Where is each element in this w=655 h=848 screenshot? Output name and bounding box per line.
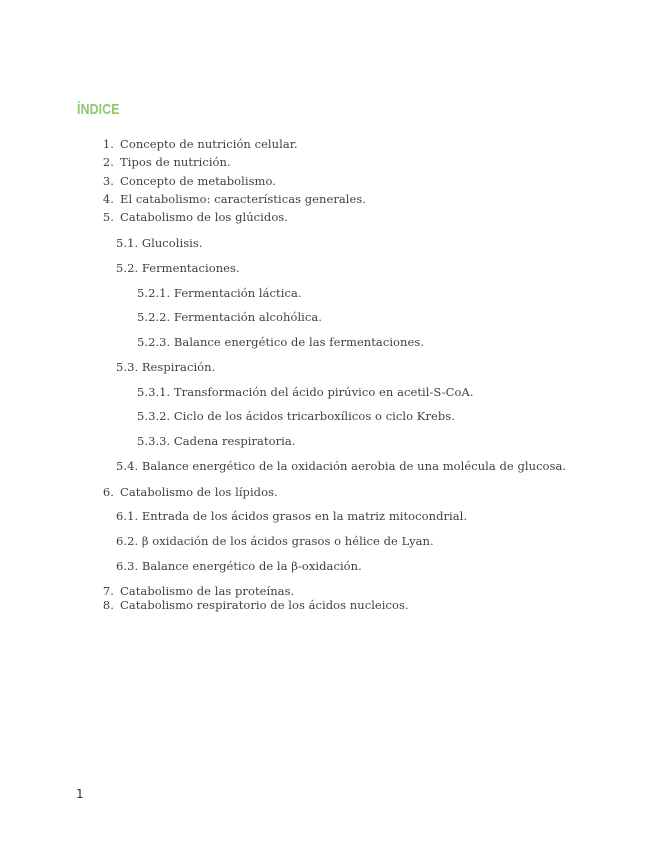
toc-subitem-5-3 <box>116 360 215 374</box>
toc-subitem-6-1 <box>116 509 467 523</box>
toc-subitem-5-2-3 <box>137 335 424 349</box>
toc-item-label: 5.2.2. Fermentación alcohólica. <box>137 310 323 324</box>
toc-item-number: 7. <box>102 584 114 598</box>
toc-item-number: 4. <box>102 192 114 206</box>
toc-item-label: 6.3. Balance energético de la β-oxidación. <box>116 559 362 573</box>
toc-subitem-6-3 <box>116 559 362 573</box>
toc-item-number: 1. <box>102 137 114 151</box>
toc-item-label: 5.3.3. Cadena respiratoria. <box>137 434 296 448</box>
toc-subitem-5-2 <box>116 261 240 275</box>
toc-item-label: Catabolismo respiratorio de los ácidos nucleicos. <box>120 598 409 612</box>
toc-item-6 <box>95 485 278 499</box>
toc-item-label: Catabolismo de los lípidos. <box>120 485 278 499</box>
toc-item-8 <box>95 598 409 612</box>
page-title: ÍNDICE <box>77 101 120 118</box>
toc-item-number: 6. <box>102 485 114 499</box>
page-number: 1 <box>76 787 84 801</box>
toc-item-5 <box>95 210 288 224</box>
toc-subitem-5-3-3 <box>137 434 296 448</box>
toc-item-number: 5. <box>102 210 114 224</box>
toc-item-label: 6.1. Entrada de los ácidos grasos en la matriz mitocondrial. <box>116 509 468 523</box>
toc-item-label: 6.2. β oxidación de los ácidos grasos o hélice de Lyan. <box>116 534 434 548</box>
toc-subitem-5-2-1 <box>137 286 302 300</box>
toc-item-label: Concepto de metabolismo. <box>120 174 276 188</box>
toc-item-4 <box>95 192 366 206</box>
toc-item-3 <box>95 174 276 188</box>
toc-item-number: 8. <box>102 598 114 612</box>
toc-item-number: 2. <box>102 155 114 169</box>
toc-subitem-5-4 <box>116 459 566 473</box>
toc-item-label: 5.3.1. Transformación del ácido pirúvico en acetil-S-CoA. <box>137 385 474 399</box>
toc-item-label: 5.3. Respiración. <box>116 360 216 374</box>
toc-subitem-6-2 <box>116 534 434 548</box>
toc-subitem-5-1 <box>116 236 203 250</box>
toc-item-1 <box>95 137 298 151</box>
toc-item-label: 5.4. Balance energético de la oxidación aerobia de una molécula de glucosa. <box>116 459 567 473</box>
toc-item-label: 5.2. Fermentaciones. <box>116 261 240 275</box>
toc-item-number: 3. <box>102 174 114 188</box>
toc-item-label: 5.2.1. Fermentación láctica. <box>137 286 302 300</box>
toc-item-label: 5.3.2. Ciclo de los ácidos tricarboxílicos o ciclo Krebs. <box>137 409 455 423</box>
toc-item-7 <box>95 584 294 598</box>
toc-item-label: Catabolismo de las proteínas. <box>120 584 295 598</box>
toc-item-label: 5.1. Glucolisis. <box>116 236 203 250</box>
toc-item-label: Concepto de nutrición celular. <box>120 137 298 151</box>
toc-subitem-5-3-2 <box>137 409 455 423</box>
toc-item-label: 5.2.3. Balance energético de las fermentaciones. <box>137 335 425 349</box>
toc-item-label: Tipos de nutrición. <box>120 155 231 169</box>
toc-subitem-5-3-1 <box>137 385 474 399</box>
toc-item-label: El catabolismo: características generales. <box>120 192 367 206</box>
toc-item-label: Catabolismo de los glúcidos. <box>120 210 288 224</box>
toc-subitem-5-2-2 <box>137 310 322 324</box>
toc-item-2 <box>95 155 231 169</box>
